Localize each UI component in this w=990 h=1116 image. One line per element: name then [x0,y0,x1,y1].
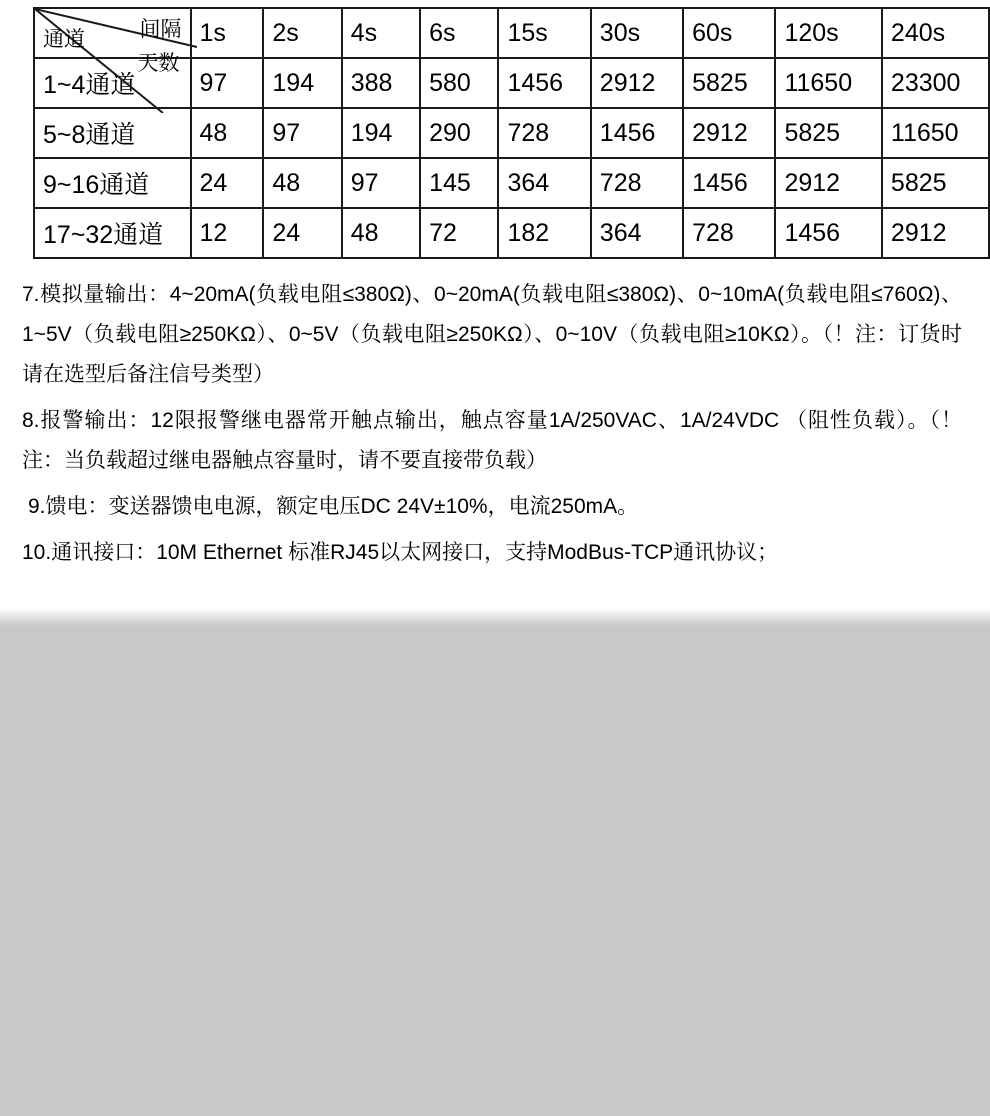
column-header-60s: 60s [683,8,775,58]
column-header-15s: 15s [498,8,590,58]
table-header-row [34,8,989,58]
row-channel-label: 17~32通道 [34,208,191,258]
page-bottom-fade [0,608,990,628]
cell-value: 12 [191,208,264,258]
sampling-capacity-table [33,7,990,259]
cell-value: 728 [498,108,590,158]
row-channel-label: 1~4通道 [34,58,191,108]
corner-interval-label: 间隔 [139,18,182,41]
row-channel-label: 5~8通道 [34,108,191,158]
cell-value: 194 [263,58,341,108]
cell-value: 2912 [882,208,989,258]
cell-value: 2912 [683,108,775,158]
cell-value: 194 [342,108,420,158]
cell-value: 290 [420,108,498,158]
table-corner-cell [34,8,191,75]
cell-value: 145 [420,158,498,208]
column-header-30s: 30s [591,8,683,58]
cell-value: 580 [420,58,498,108]
cell-value: 388 [342,58,420,108]
cell-value: 23300 [882,58,989,108]
column-header-2s: 2s [263,8,341,58]
cell-value: 48 [191,108,264,158]
spec-paragraph-comm-interface: 10.通讯接口：10M Ethernet 标准RJ45以太网接口，支持ModBus-TCP通讯协议； [22,541,779,564]
cell-value: 2912 [775,158,881,208]
cell-value: 11650 [882,108,989,158]
spec-paragraph-power-feed: 9.馈电：变送器馈电电源，额定电压DC 24V±10%，电流250mA。 [28,495,639,518]
cell-value: 11650 [775,58,881,108]
column-header-240s: 240s [882,8,989,58]
cell-value: 48 [263,158,341,208]
column-header-4s: 4s [342,8,420,58]
cell-value: 72 [420,208,498,258]
cell-value: 5825 [882,158,989,208]
column-header-120s: 120s [775,8,881,58]
table-row [34,108,989,158]
column-header-6s: 6s [420,8,498,58]
specification-text-block [0,275,990,573]
cell-value: 364 [498,158,590,208]
cell-value: 97 [342,158,420,208]
cell-value: 97 [263,108,341,158]
row-channel-label: 9~16通道 [34,158,191,208]
table-row [34,158,989,208]
cell-value: 48 [342,208,420,258]
cell-value: 1456 [498,58,590,108]
cell-value: 182 [498,208,590,258]
cell-value: 24 [263,208,341,258]
cell-value: 728 [591,158,683,208]
cell-value: 5825 [683,58,775,108]
spec-paragraph-analog-output: 7.模拟量输出：4~20mA(负载电阻≤380Ω)、0~20mA(负载电阻≤380Ω)、0~10mA(负载电阻≤760Ω)、1~5V（负载电阻≥250KΩ）、0~5V（负载电阻≥250KΩ）、0~10V（负载电阻≥10KΩ）。（！注：订货时请在选型后备注信号类型） [22,283,962,386]
cell-value: 1456 [591,108,683,158]
corner-days-label: 天数 [137,52,180,75]
spec-paragraph-alarm-output: 8.报警输出：12限报警继电器常开触点输出，触点容量1A/250VAC、1A/24VDC （阻性负载）。（！注：当负载超过继电器触点容量时，请不要直接带负载） [22,409,962,472]
cell-value: 97 [191,58,264,108]
cell-value: 24 [191,158,264,208]
cell-value: 5825 [775,108,881,158]
cell-value: 1456 [775,208,881,258]
cell-value: 728 [683,208,775,258]
column-header-1s: 1s [191,8,264,58]
cell-value: 1456 [683,158,775,208]
cell-value: 2912 [591,58,683,108]
table-row [34,208,989,258]
corner-channel-label: 通道 [43,28,85,51]
cell-value: 364 [591,208,683,258]
empty-background-area [0,628,990,1116]
